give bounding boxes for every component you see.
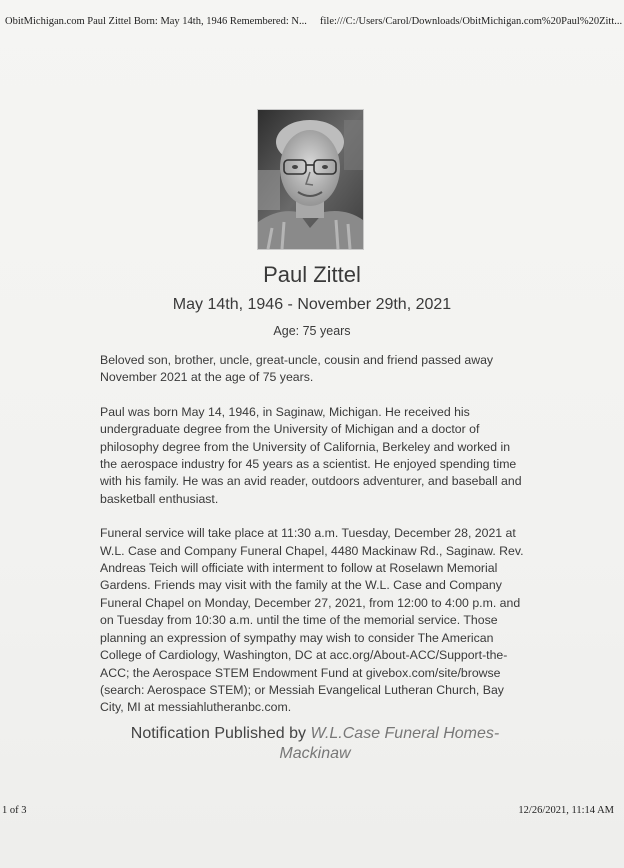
published-prefix: Notification Published by bbox=[130, 725, 306, 742]
obituary-paragraph-intro: Beloved son, brother, uncle, great-uncle, cousin and friend passed away November 2021 at the age of 75 years. bbox=[100, 353, 494, 385]
print-header-url: file:///C:/Users/Carol/Downloads/ObitMichigan.com%20Paul%20Zitt... bbox=[320, 16, 623, 27]
age-line: Age: 75 years bbox=[273, 324, 351, 338]
deceased-name: Paul Zittel bbox=[263, 262, 361, 287]
obituary-body bbox=[100, 352, 530, 734]
print-header-title: ObitMichigan.com Paul Zittel Born: May 14th, 1946 Remembered: N... bbox=[5, 16, 307, 27]
obituary-paragraph-service: Funeral service will take place at 11:30 a.m. Tuesday, December 28, 2021 at W.L. Case and Company Funeral Chapel, 4480 Mackinaw Rd., Saginaw. Rev. Andreas Teich will officiate with interment to follow at Roselawn Memorial Gardens. Friends may visit with the family at the W.L. Case and Company Funeral Chapel on Monday, December 27, 2021, from 12:00 to 4:00 p.m. and on Tuesday from 10:30 a.m. until the time of the memorial service. Those planning an expression of sympathy may wish to consider The American College of Cardiology, Washington, DC at acc.org/About-ACC/Support-the-ACC; the Aerospace STEM Endowment Fund at givebox.com/site/browse (search: Aerospace STEM); or Messiah Evangelical Lutheran Church, Bay City, MI at messiahlutheranbc.com. bbox=[100, 526, 524, 715]
obituary-paragraph-biography: Paul was born May 14, 1946, in Saginaw, Michigan. He received his undergraduate degree from the University of Michigan and a doctor of philosophy degree from the University of California, Berkeley and worked in the aerospace industry for 45 years as a scientist. He enjoyed spending time with his family. He was an avid reader, outdoors adventurer, and baseball and basketball enthusiast. bbox=[100, 404, 522, 506]
portrait-photo-illustration bbox=[258, 110, 363, 249]
portrait-photo bbox=[257, 109, 364, 250]
life-dates: May 14th, 1946 - November 29th, 2021 bbox=[172, 296, 452, 313]
print-footer-page: 1 of 3 bbox=[2, 805, 27, 816]
funeral-home-link[interactable]: W.L.Case Funeral Homes-Mackinaw bbox=[279, 725, 500, 762]
published-by bbox=[100, 724, 530, 764]
print-footer-datetime: 12/26/2021, 11:14 AM bbox=[518, 805, 614, 816]
